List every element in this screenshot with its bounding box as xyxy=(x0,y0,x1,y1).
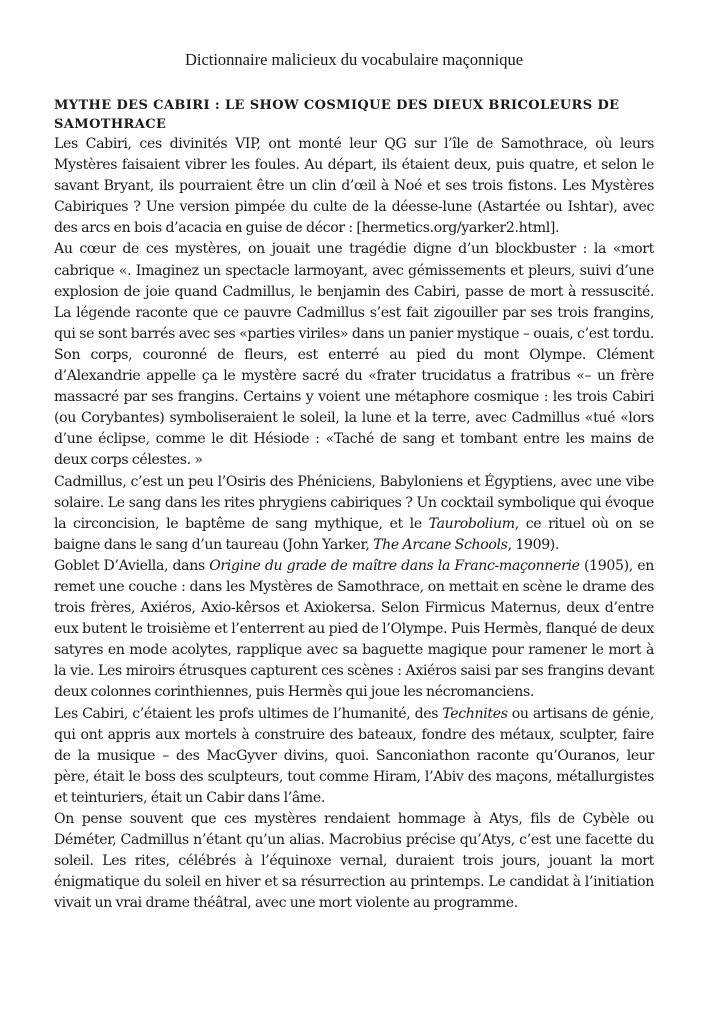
paragraph-5-text-a: Les Cabiri, c’étaient les profs ultimes de l’humanité, des xyxy=(54,705,443,722)
paragraph-2: Au cœur de ces mystères, on jouait une tragédie digne d’un blockbuster : la «mort cabrique «. Imaginez un spectacle larmoyant, avec gémissements et pleurs, suivi d’une explosion de joie quand Cadmillus, le benjamin des Cabiri, passe de mort à ressuscité. La légende raconte que ce pauvre Cadmillus s’est fait zigouiller par ses trois frangins, qui se sont barrés avec ses «parties viriles» dans un panier mystique – ouais, c’est tordu. Son corps, couronné de fleurs, est enterré au pied du mont Olympe. Clément d’Alexandrie appelle ça le mystère sacré du «frater trucidatus a fratribus «– un frère massacré par ses frangins. Certains y voient une métaphore cosmique : les trois Cabiri (ou Corybantes) symboliseraient le soleil, la lune et la terre, avec Cadmillus «tué «lors d’une éclipse, comme le dit Hésiode : «Taché de sang et tombant entre les mains de deux corps célestes. » xyxy=(54,241,654,469)
paragraph-3-text-b: , ce rituel où on se baigne dans le sang d’un taureau (John Yarker, xyxy=(54,515,654,553)
paragraph-5 xyxy=(54,704,654,809)
article-title: MYTHE DES CABIRI : LE SHOW COSMIQUE DES DIEUX BRICOLEURS DE SAMOTHRACE xyxy=(54,98,620,132)
paragraph-1: Les Cabiri, ces divinités VIP, ont monté leur QG sur l’île de Samothrace, où leurs Mystères faisaient vibrer les foules. Au départ, ils étaient deux, puis quatre, et selon le savant Bryant, ils pourraient être un clin d’œil à Noé et ses trois fistons. Les Mystères Cabiriques ? Une version pimpée du culte de la déesse-lune (Astartée ou Ishtar), avec des arcs en bois d’acacia en guise de décor : [hermetics.org/yarker2.html]. xyxy=(54,136,654,237)
running-header: Dictionnaire malicieux du vocabulaire maçonnique xyxy=(184,50,524,69)
paragraph-4 xyxy=(54,556,654,704)
paragraph-6: On pense souvent que ces mystères rendaient hommage à Atys, fils de Cybèle ou Déméter, Cadmillus n’étant qu’un alias. Macrobius précise qu’Atys, c’est une facette du soleil. Les rites, célébrés à l’équinoxe vernal, duraient trois jours, jouant la mort énigmatique du soleil en hiver et sa résurrection au printemps. Le candidat à l’initiation vivait un vrai drame théâtral, avec une mort violente au programme. xyxy=(54,811,654,912)
document-page xyxy=(54,50,654,914)
paragraph-3 xyxy=(54,472,654,556)
paragraph-4-text-b: (1905), en remet une couche : dans les Mystères de Samothrace, on mettait en scène le drame des trois frères, Axiéros, Axio-kêrsos et Axiokersa. Selon Firmicus Maternus, deux d’entre eux butent le troisième et l’enterrent au pied de l’Olympe. Puis Hermès, flanqué de deux satyres en mode acolytes, rapplique avec sa baguette magique pour ramener le mort à la vie. Les miroirs étrusques capturent ces scènes : Axiéros saisi par ses frangins devant deux colonnes corinthiennes, puis Hermès qui joue les nécromanciens. xyxy=(54,557,655,701)
technites-term: Technites xyxy=(442,705,508,722)
article-body xyxy=(54,134,654,914)
paragraph-3-text-c: , 1909). xyxy=(507,536,560,553)
paragraph-3-text-a: Cadmillus, c’est un peu l’Osiris des Phéniciens, Babyloniens et Égyptiens, avec une vibe solaire. Le sang dans les rites phrygiens cabiriques ? Un cocktail symbolique qui évoque la circoncision, le baptême de sang mythique, et le xyxy=(54,473,654,532)
taurobolium-term: Taurobolium xyxy=(428,515,515,532)
origine-grade-title: Origine du grade de maître dans la Franc-maçonnerie xyxy=(209,557,580,574)
paragraph-4-text-a: Goblet D’Aviella, dans xyxy=(54,557,210,574)
arcane-schools-title: The Arcane Schools xyxy=(373,536,508,553)
paragraph-5-text-b: ou artisans de génie, qui ont appris aux mortels à construire des bateaux, fondre des métaux, sculpter, faire de la musique – des MacGyver divins, quoi. Sanconiathon raconte qu’Ouranos, leur père, était le boss des sculpteurs, tout comme Hiram, l’Abiv des maçons, métallurgistes et teinturiers, était un Cabir dans l’âme. xyxy=(54,705,654,806)
